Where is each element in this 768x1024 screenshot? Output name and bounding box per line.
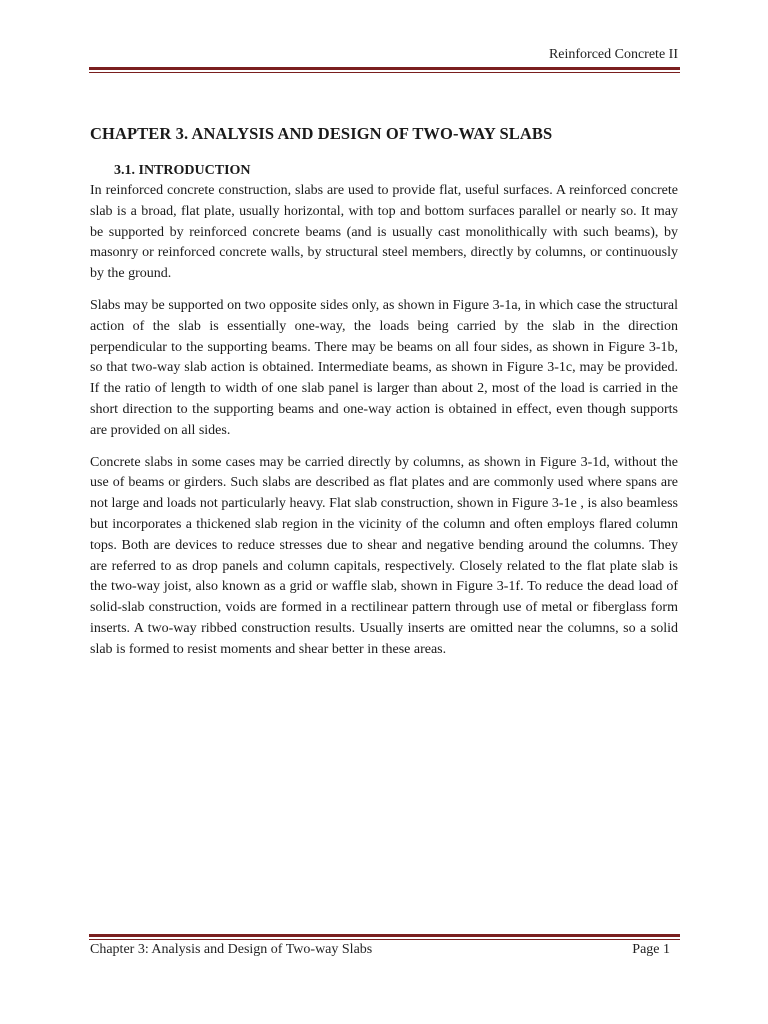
- paragraph: Concrete slabs in some cases may be carried directly by columns, as shown in Figure 3-1d, without the use of beams or girders. Such slabs are described as flat plates and are commonly used where spans are not large and loads not particularly heavy. Flat slab construction, shown in Figure 3-1e , is also beamless but incorporates a thickened slab region in the vicinity of the column and often employs flared column tops. Both are devices to reduce stresses due to shear and negative bending around the columns. They are referred to as drop panels and column capitals, respectively. Closely related to the flat plate slab is the two-way joist, also known as a grid or waffle slab, shown in Figure 3-1f. To reduce the dead load of solid-slab construction, voids are formed in a rectilinear pattern through use of metal or fiberglass form inserts. A two-way ribbed construction results. Usually inserts are omitted near the columns, so a solid slab is formed to resist moments and shear better in these areas.: [90, 454, 678, 657]
- running-header-title: Reinforced Concrete II: [548, 47, 678, 62]
- body-text: [90, 181, 678, 672]
- paragraph: Slabs may be supported on two opposite sides only, as shown in Figure 3-1a, in which case the structural action of the slab is essentially one-way, the loads being carried by the slab in the direction perpendicular to the supporting beams. There may be beams on all four sides, as shown in Figure 3-1b, so that two-way slab action is obtained. Intermediate beams, as shown in Figure 3-1c, may be provided. If the ratio of length to width of one slab panel is larger than about 2, most of the load is carried in the short direction to the supporting beams and one-way action is obtained in effect, even though supports are provided on all sides.: [90, 297, 678, 438]
- chapter-title: CHAPTER 3. ANALYSIS AND DESIGN OF TWO-WAY SLABS: [90, 124, 553, 143]
- page-number: Page 1: [632, 942, 670, 957]
- footer-rule-thin: [89, 939, 680, 940]
- footer-rule-thick: [89, 934, 680, 937]
- section-heading: 3.1. INTRODUCTION: [114, 163, 251, 178]
- paragraph: In reinforced concrete construction, slabs are used to provide flat, useful surfaces. A reinforced concrete slab is a broad, flat plate, usually horizontal, with top and bottom surfaces parallel or nearly so. It may be supported by reinforced concrete beams (and is usually cast monolithically with such beams), by masonry or reinforced concrete walls, by structural steel members, directly by columns, or continuously by the ground.: [90, 183, 678, 282]
- footer-chapter-label: Chapter 3: Analysis and Design of Two-way Slabs: [90, 942, 373, 957]
- header-rule-thin: [89, 72, 680, 73]
- header-rule-thick: [89, 67, 680, 70]
